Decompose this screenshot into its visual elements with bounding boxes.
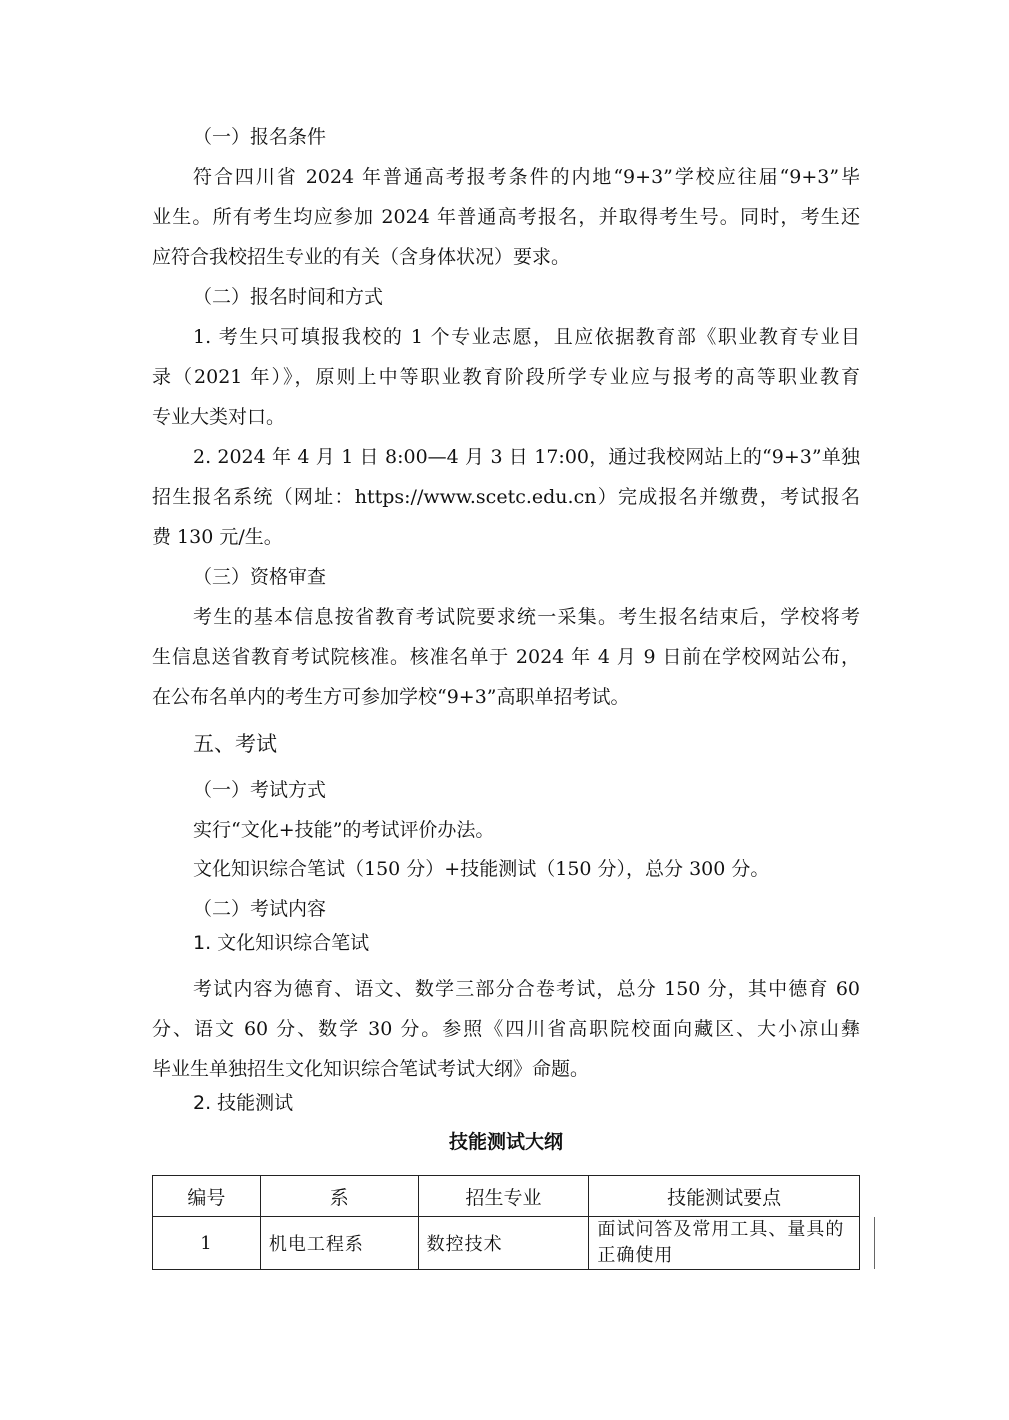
paragraph-line: 1. 考生只可填报我校的 1 个专业志愿，且应依据教育部《职业教育专业目	[193, 326, 860, 348]
paragraph-line: 符合四川省 2024 年普通高考报考条件的内地“9+3”学校应往届“9+3”毕	[193, 166, 860, 188]
paragraph-line: 业生。所有考生均应参加 2024 年普通高考报名，并取得考生号。同时，考生还	[152, 206, 860, 228]
paragraph-line: 应符合我校招生专业的有关（含身体状况）要求。	[152, 246, 571, 268]
sub-heading-exam-method: （一）考试方式	[193, 779, 327, 801]
table-header-row	[153, 1176, 860, 1217]
header-major: 招生专业	[418, 1176, 589, 1217]
header-test-points: 技能测试要点	[589, 1176, 860, 1217]
skill-test-table	[152, 1175, 860, 1270]
header-department: 系	[260, 1176, 418, 1217]
paragraph-line: 录（2021 年）》，原则上中等职业教育阶段所学专业应与报考的高等职业教育	[152, 366, 860, 388]
paragraph-line: 2. 2024 年 4 月 1 日 8:00—4 月 3 日 17:00，通过我校网站上的“9+3”单独	[193, 446, 860, 468]
paragraph-line: 文化知识综合笔试（150 分）+技能测试（150 分），总分 300 分。	[193, 858, 770, 880]
item-heading-written-exam: 1. 文化知识综合笔试	[193, 932, 370, 954]
sub-heading-exam-content: （二）考试内容	[193, 898, 327, 920]
cell-department: 机电工程系	[260, 1217, 418, 1270]
sub-heading-registration-time: （二）报名时间和方式	[193, 286, 384, 308]
sub-heading-registration-conditions: （一）报名条件	[193, 126, 327, 148]
paragraph-line: 考试内容为德育、语文、数学三部分合卷考试，总分 150 分，其中德育 60	[193, 978, 860, 1000]
cell-major: 数控技术	[418, 1217, 589, 1270]
paragraph-line: 专业大类对口。	[152, 406, 286, 428]
cell-test-points: 面试问答及常用工具、量具的正确使用	[589, 1217, 860, 1270]
paragraph-line: 生信息送省教育考试院核准。核准名单于 2024 年 4 月 9 日前在学校网站公布，	[152, 646, 860, 668]
paragraph-line: 招生报名系统（网址：https://www.scetc.edu.cn）完成报名并缴费，考试报名	[152, 486, 860, 508]
item-heading-skill-test: 2. 技能测试	[193, 1092, 294, 1114]
sub-heading-qualification-review: （三）资格审查	[193, 566, 327, 588]
paragraph-line: 毕业生单独招生文化知识综合笔试考试大纲》命题。	[152, 1058, 590, 1080]
paragraph-line: 考生的基本信息按省教育考试院要求统一采集。考生报名结束后，学校将考	[193, 606, 860, 628]
paragraph-line: 在公布名单内的考生方可参加学校“9+3”高职单招考试。	[152, 686, 630, 708]
paragraph-line: 实行“文化+技能”的考试评价办法。	[193, 819, 495, 841]
header-number: 编号	[153, 1176, 261, 1217]
table-title: 技能测试大纲	[448, 1131, 563, 1153]
table-row	[153, 1217, 860, 1270]
paragraph-line: 费 130 元/生。	[152, 526, 283, 548]
section-heading-exam: 五、考试	[193, 732, 277, 756]
cell-number: 1	[153, 1217, 261, 1270]
page-edge-mark	[874, 1217, 875, 1269]
paragraph-line: 分、语文 60 分、数学 30 分。参照《四川省高职院校面向藏区、大小凉山彝	[152, 1018, 860, 1040]
